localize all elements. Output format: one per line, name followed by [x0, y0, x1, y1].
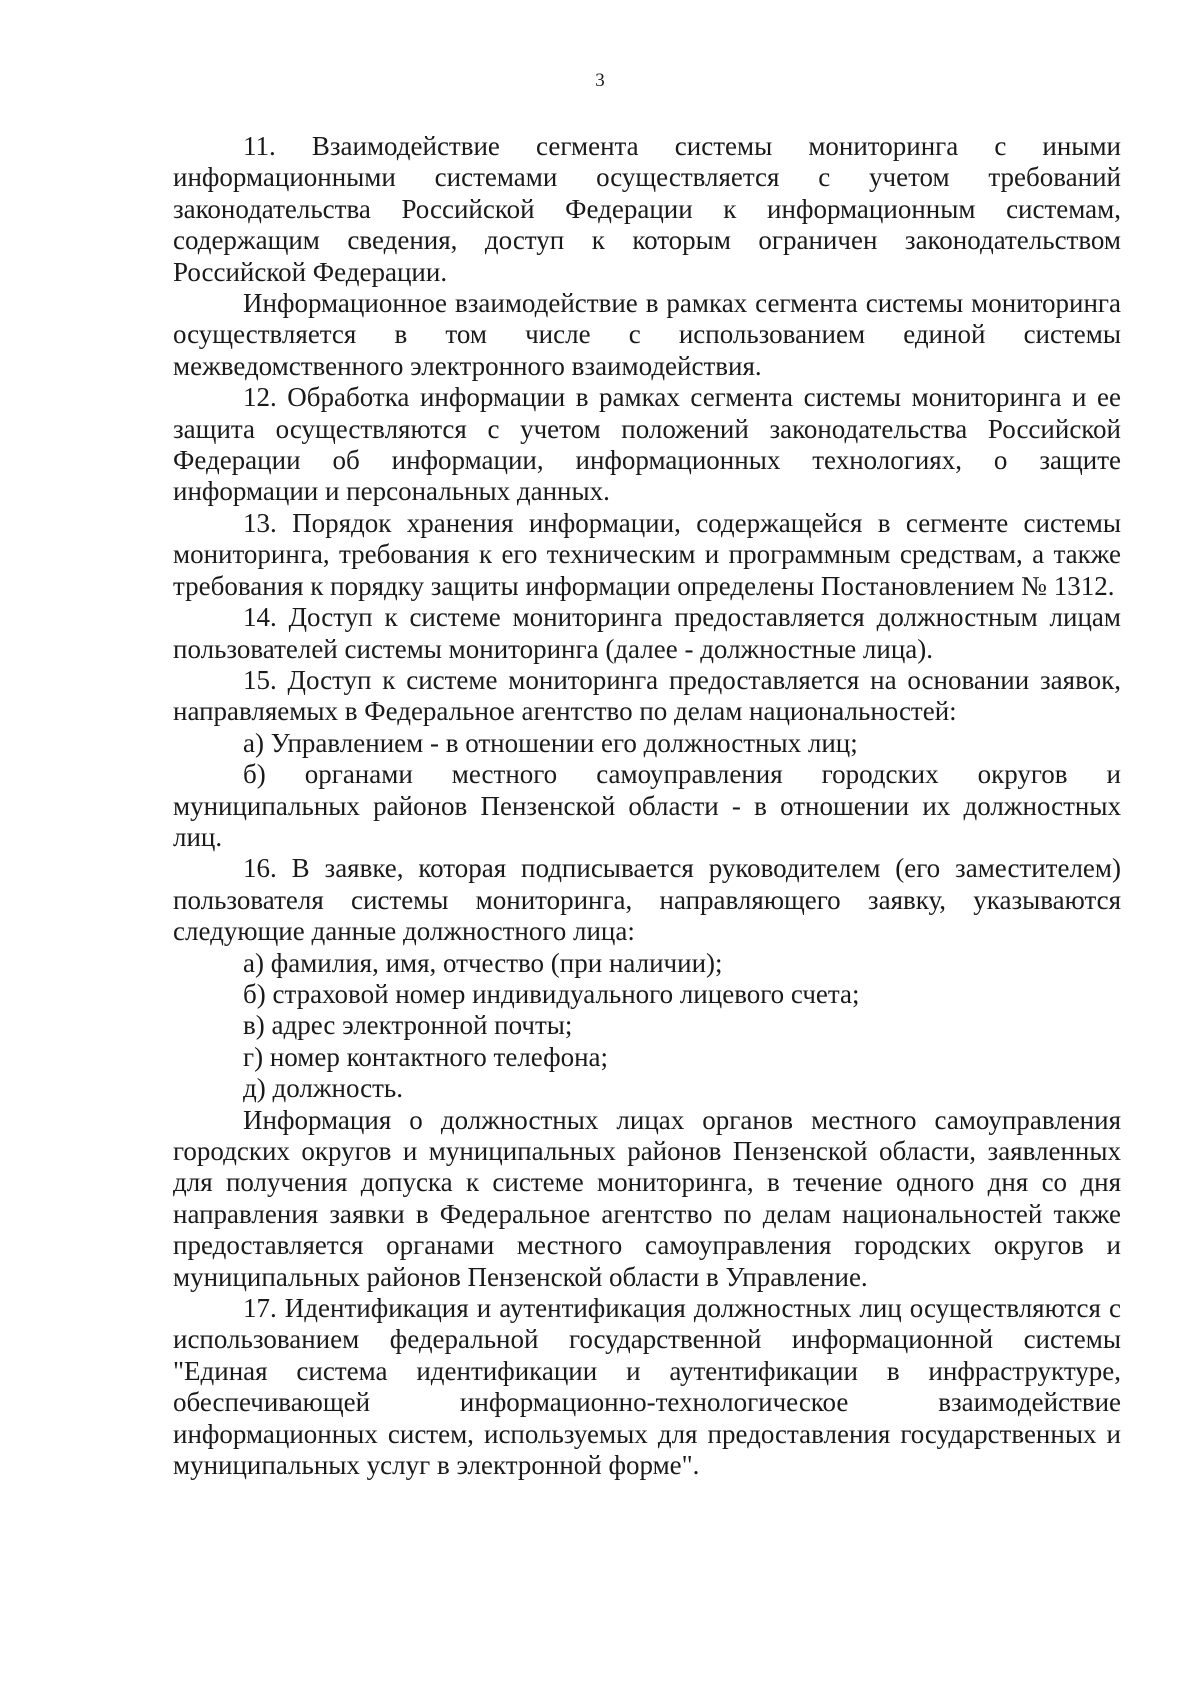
page-number: 3 [595, 70, 605, 91]
paragraph-16-continued: Информация о должностных лицах органов местного самоуправления городских округов и муниципальных районов Пензенской области, заявленных для получения допуска к системе мониторинга, в течение одного дня со дня направления заявки в Федеральное агентство по делам национальностей также предоставляется органами местного самоуправления городских округов и муниципальных районов Пензенской области в Управление. [173, 1104, 1121, 1292]
list-item-16a: а) фамилия, имя, отчество (при наличии); [243, 947, 723, 978]
paragraph-13: 13. Порядок хранения информации, содержащейся в сегменте системы мониторинга, требования к его техническим и программным средствам, а также требования к порядку защиты информации определены Постановлением № 1312. [173, 507, 1121, 601]
paragraph-11-continued: Информационное взаимодействие в рамках сегмента системы мониторинга осуществляется в том числе с использованием единой системы межведомственного электронного взаимодействия. [173, 288, 1121, 381]
paragraph-17: 17. Идентификация и аутентификация должностных лиц осуществляются с использованием федеральной государственной информационной системы "Единая система идентификации и аутентификации в инфраструктуре, обеспечивающей информационно-технологическое взаимодействие информационных систем, используемых для предоставления государственных и муниципальных услуг в электронной форме". [173, 1293, 1121, 1481]
paragraph-12: 12. Обработка информации в рамках сегмента системы мониторинга и ее защита осуществляются с учетом положений законодательства Российской Федерации об информации, информационных технологиях, о защите информации и персональных данных. [173, 382, 1121, 507]
paragraph-16: 16. В заявке, которая подписывается руководителем (его заместителем) пользователя системы мониторинга, направляющего заявку, указываются следующие данные должностного лица: [173, 853, 1121, 947]
list-item-16b: б) страховой номер индивидуального лицевого счета; [243, 978, 860, 1009]
document-body [173, 131, 1121, 1481]
paragraph-11: 11. Взаимодействие сегмента системы мониторинга с иными информационными системами осуществляется с учетом требований законодательства Российской Федерации к информационным системам, содержащим сведения, доступ к которым ограничен законодательством Российской Федерации. [173, 131, 1121, 287]
paragraph-15: 15. Доступ к системе мониторинга предоставляется на основании заявок, направляемых в Федеральное агентство по делам национальностей: [173, 664, 1121, 727]
paragraph-14: 14. Доступ к системе мониторинга предоставляется должностным лицам пользователей системы мониторинга (далее - должностные лица). [173, 602, 1121, 664]
list-item-16v: в) адрес электронной почты; [243, 1010, 573, 1041]
list-item-16g: г) номер контактного телефона; [243, 1041, 609, 1072]
list-item-15a: а) Управлением - в отношении его должностных лиц; [243, 727, 858, 758]
list-item-16d: д) должность. [243, 1073, 403, 1104]
list-item-15b: б) органами местного самоуправления городских округов и муниципальных районов Пензенской области - в отношении их должностных лиц. [173, 759, 1121, 852]
